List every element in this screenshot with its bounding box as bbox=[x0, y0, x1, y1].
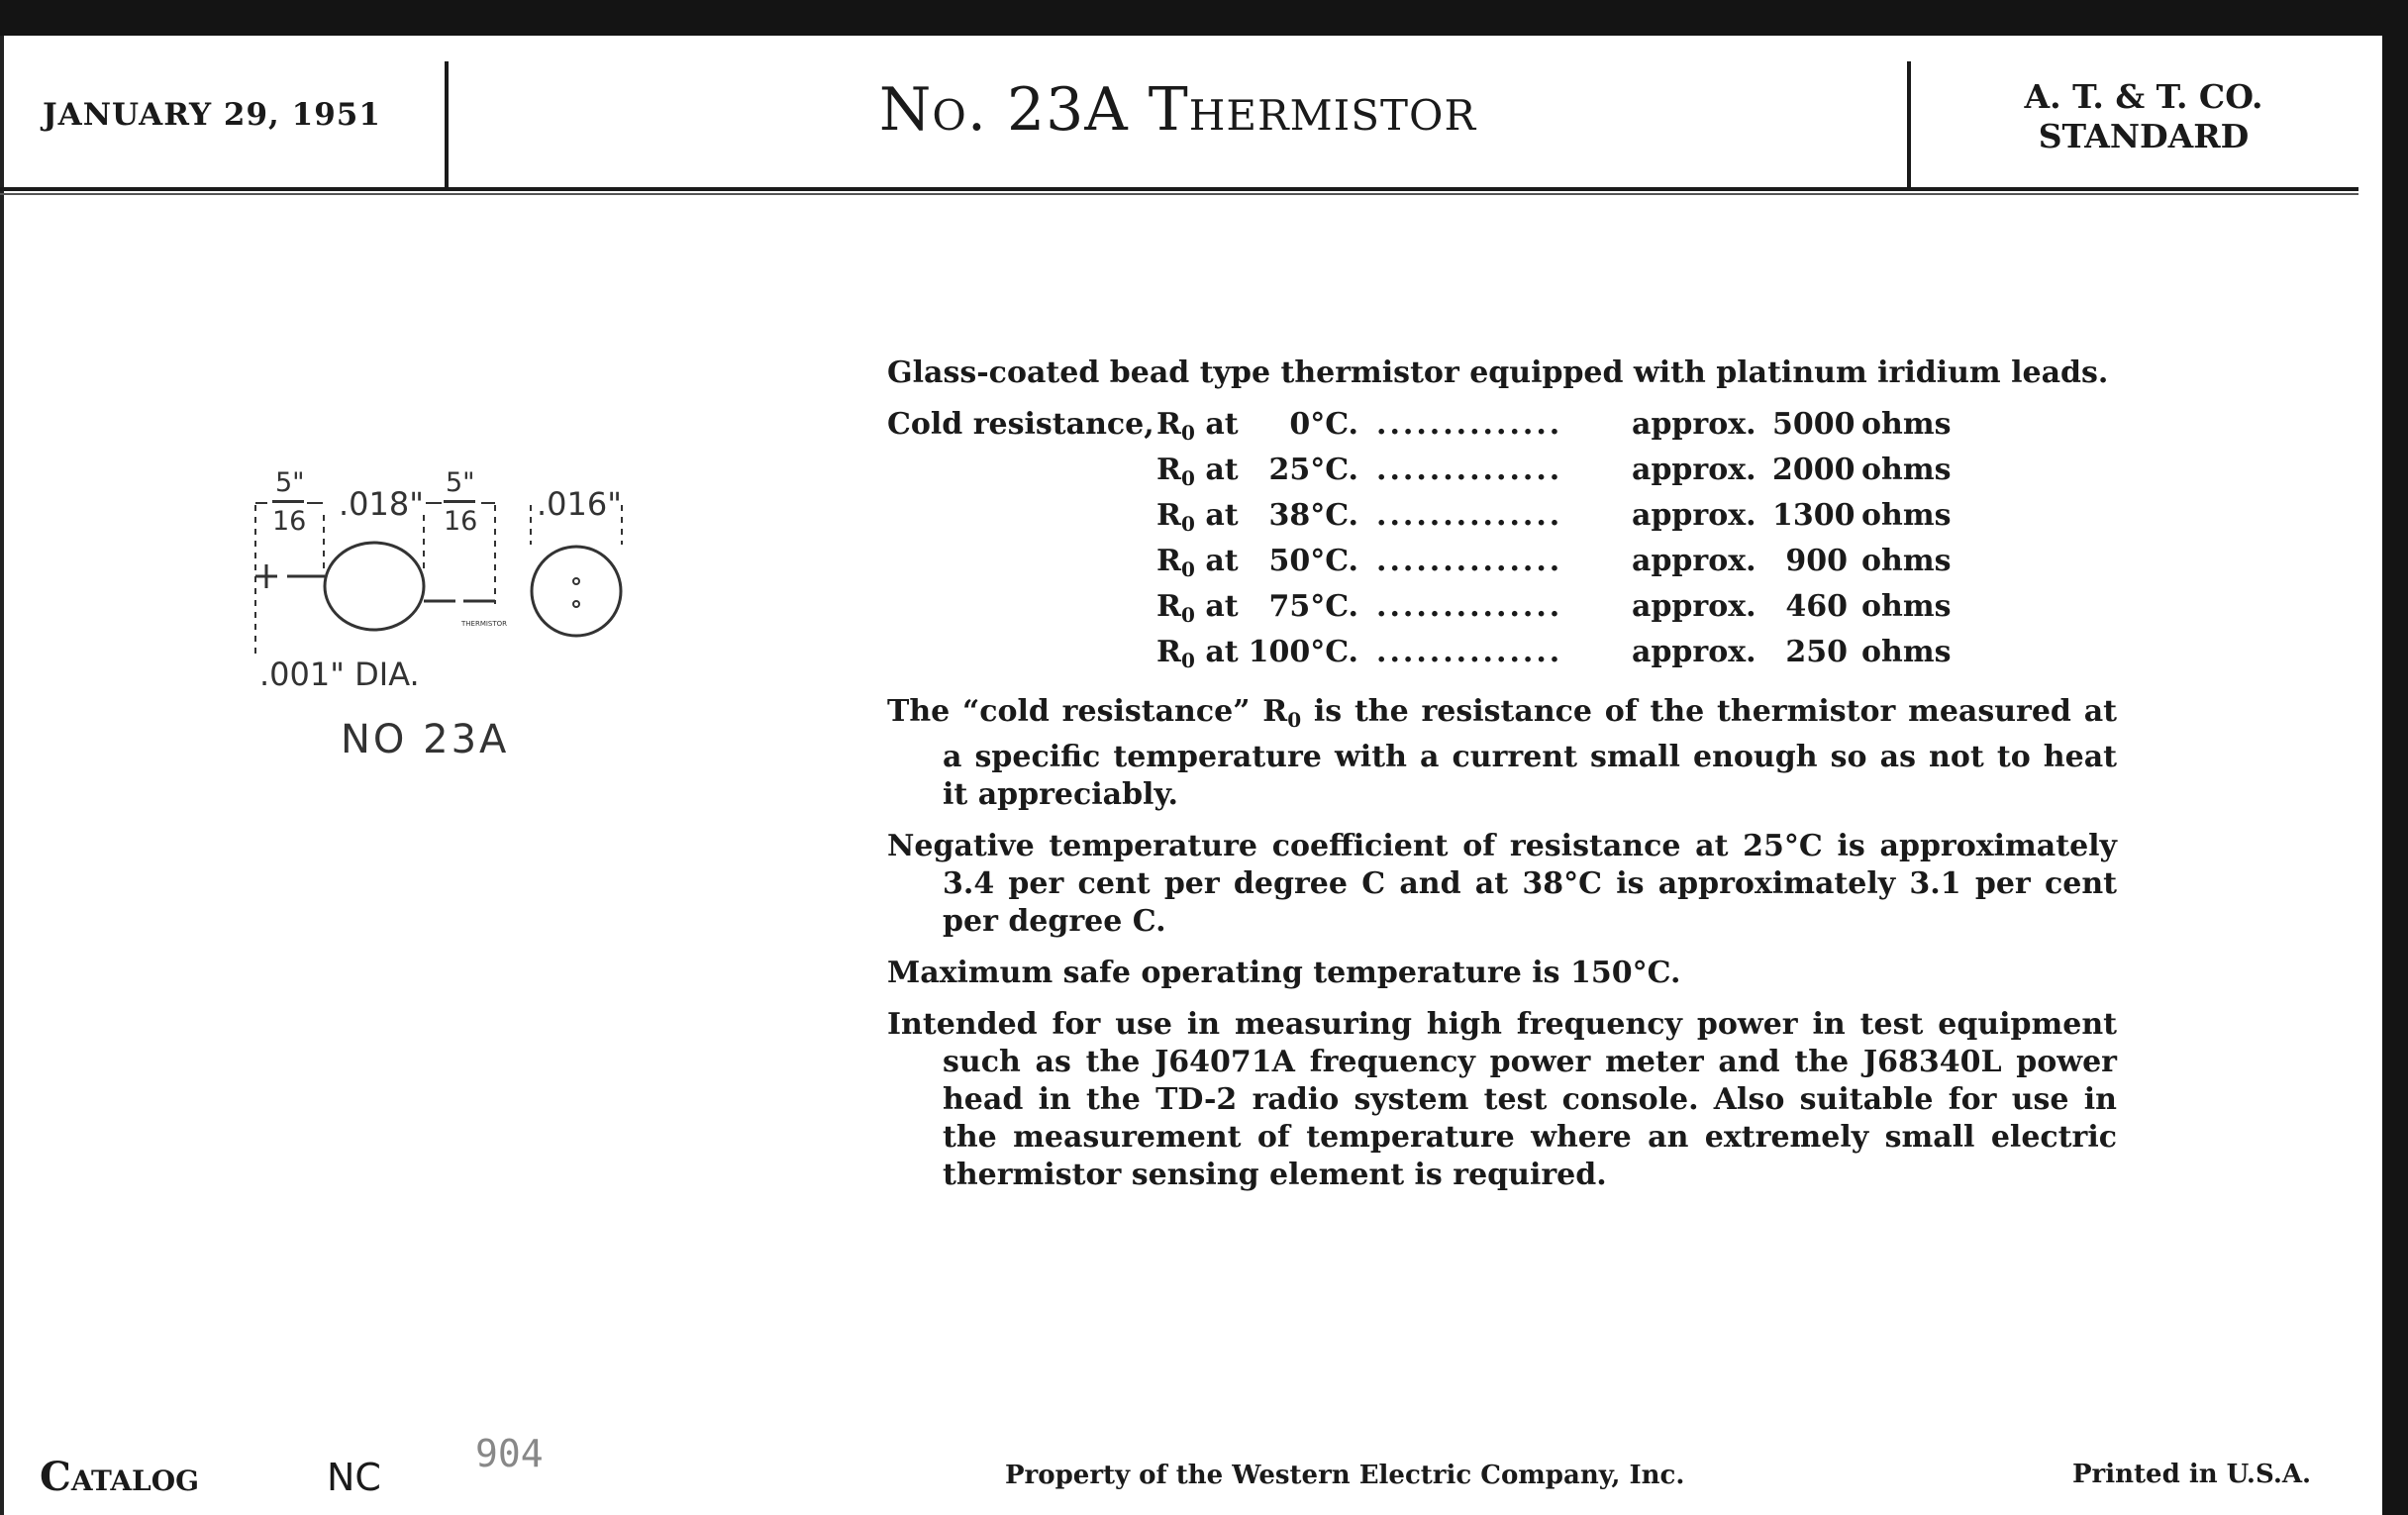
catalog-label: Catalog bbox=[40, 1454, 200, 1500]
dim-right-den: 16 bbox=[444, 506, 478, 537]
standard-line1: A. T. & T. CO. bbox=[2024, 77, 2263, 116]
unit: ohms bbox=[1861, 407, 1952, 442]
leader-dots: .............. bbox=[1376, 498, 1563, 533]
unit: ohms bbox=[1861, 544, 1952, 578]
intended-use: Intended for use in measuring high frequency power in test equipment such as the J64071A frequency power meter and the J68340L power head in the TD-2 radio system test console. Also suitable for use in the measurement of temperature where an extremely small electric thermistor sensing element is required. bbox=[887, 1007, 2117, 1192]
resistance-value: 900 bbox=[1785, 544, 1848, 578]
leader-dots: .............. bbox=[1376, 453, 1563, 487]
cold-resistance-label: Cold resistance, bbox=[887, 407, 1154, 442]
printed-notice: Printed in U.S.A. bbox=[2072, 1460, 2312, 1489]
property-notice: Property of the Western Electric Company, Inc. bbox=[1005, 1461, 1685, 1490]
resistance-value: 250 bbox=[1785, 635, 1848, 669]
temp: 75°C. bbox=[1268, 589, 1358, 624]
temperature-coefficient: Negative temperature coefficient of resistance at 25°C is approximately 3.4 per cent per degree C and at 38°C is approximately 3.1 per cent per degree C. bbox=[887, 829, 2117, 939]
intro-text: Glass-coated bead type thermistor equipped with platinum iridium leads. bbox=[887, 355, 2109, 390]
scan-border-top bbox=[0, 0, 2408, 36]
resistance-value: 460 bbox=[1785, 589, 1848, 624]
dim-left-den: 16 bbox=[272, 506, 307, 537]
r0-symbol: $R_0$ at bbox=[1156, 544, 1239, 581]
dim-end: .016" bbox=[537, 485, 622, 523]
resistance-value: 2000 bbox=[1772, 453, 1856, 487]
dim-right-num: 5" bbox=[446, 467, 475, 498]
catalog-nc: NC bbox=[327, 1456, 381, 1499]
thermistor-diagram bbox=[248, 455, 644, 772]
approx-label: approx. bbox=[1632, 453, 1756, 487]
bead-side-view bbox=[325, 543, 424, 630]
r0-symbol: $R_0$ at bbox=[1156, 407, 1239, 445]
standard-line2: STANDARD bbox=[2038, 117, 2250, 155]
max-temperature: Maximum safe operating temperature is 150°C. bbox=[887, 956, 1681, 990]
leader-dots: .............. bbox=[1376, 589, 1563, 624]
approx-label: approx. bbox=[1632, 544, 1756, 578]
temp: 0°C. bbox=[1289, 407, 1358, 442]
unit: ohms bbox=[1861, 589, 1952, 624]
approx-label: approx. bbox=[1632, 498, 1756, 533]
lead-label: THERMISTOR bbox=[461, 620, 508, 628]
leader-dots: .............. bbox=[1376, 635, 1563, 669]
resistance-value: 1300 bbox=[1772, 498, 1856, 533]
leader-dots: .............. bbox=[1376, 407, 1563, 442]
resistance-value: 5000 bbox=[1772, 407, 1856, 442]
cold-resistance-table bbox=[887, 406, 2117, 679]
wire-label: .001" DIA. bbox=[259, 656, 420, 693]
catalog-number: 904 bbox=[475, 1432, 544, 1475]
r0-symbol: $R_0$ at bbox=[1156, 635, 1239, 672]
diagram-caption: NO 23A bbox=[341, 717, 510, 762]
cold-resistance-definition: The “cold resistance” $R_0$ is the resistance of the thermistor measured at a specific temperature with a current small enough so as not to heat it appreciably. bbox=[887, 694, 2117, 812]
r0-symbol: $R_0$ at bbox=[1156, 589, 1239, 627]
dim-left-num: 5" bbox=[275, 467, 305, 498]
header-rule bbox=[0, 187, 2358, 191]
scan-border-left bbox=[0, 36, 4, 1515]
temp: 25°C. bbox=[1268, 453, 1358, 487]
r0-symbol: $R_0$ at bbox=[1156, 453, 1239, 490]
bead-end-view bbox=[532, 547, 621, 636]
dim-center: .018" bbox=[339, 485, 424, 523]
unit: ohms bbox=[1861, 635, 1952, 669]
header-date: JANUARY 29, 1951 bbox=[43, 97, 381, 133]
unit: ohms bbox=[1861, 453, 1952, 487]
approx-label: approx. bbox=[1632, 589, 1756, 624]
header-standard bbox=[1911, 77, 2376, 156]
header-rule-thin bbox=[0, 193, 2358, 195]
temp: 100°C. bbox=[1248, 635, 1358, 669]
temp: 38°C. bbox=[1268, 498, 1358, 533]
approx-label: approx. bbox=[1632, 407, 1756, 442]
description bbox=[887, 354, 2117, 1208]
r0-symbol: $R_0$ at bbox=[1156, 498, 1239, 536]
unit: ohms bbox=[1861, 498, 1952, 533]
page-title: No. 23A Thermistor bbox=[878, 75, 1477, 145]
scan-border-right bbox=[2382, 0, 2408, 1515]
approx-label: approx. bbox=[1632, 635, 1756, 669]
leader-dots: .............. bbox=[1376, 544, 1563, 578]
temp: 50°C. bbox=[1268, 544, 1358, 578]
